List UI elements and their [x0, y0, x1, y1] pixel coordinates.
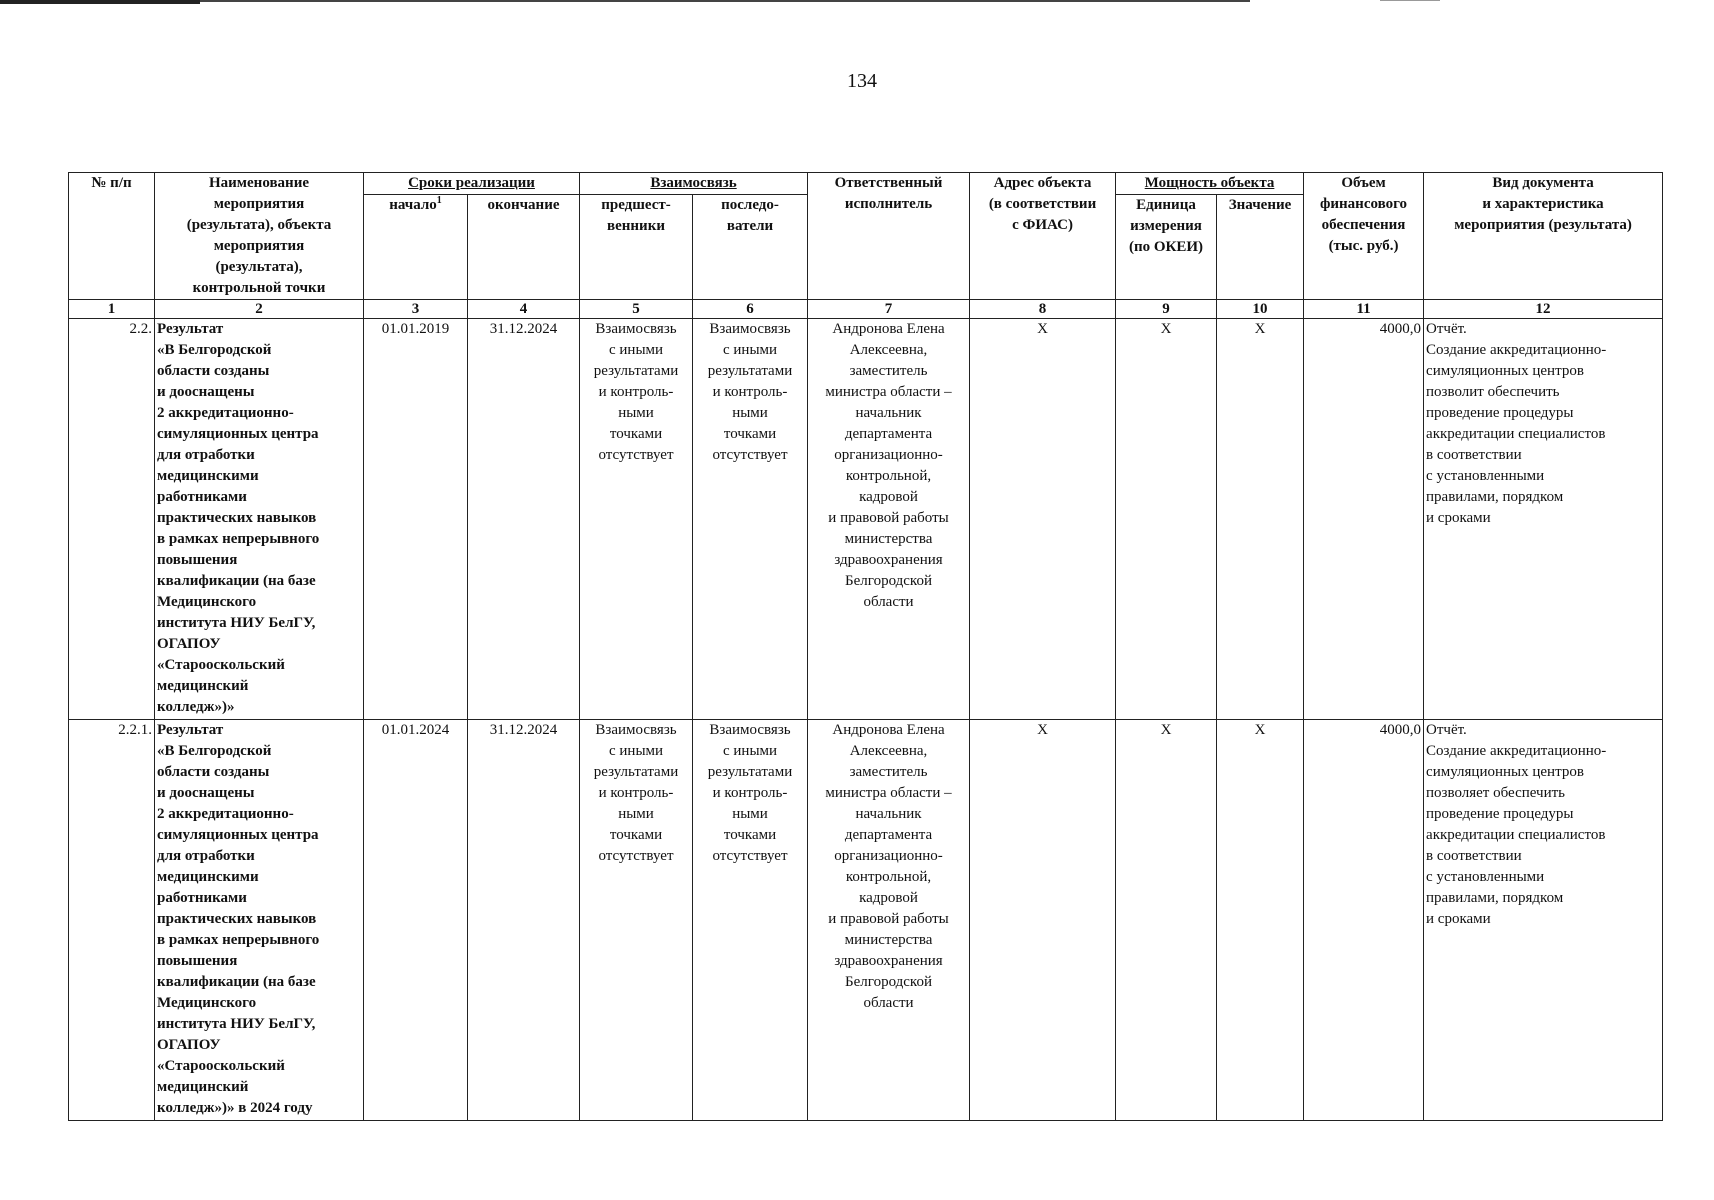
- row-start: 01.01.2024: [364, 720, 468, 1121]
- row-value: Х: [1217, 319, 1304, 720]
- header-doc-type: Вид документа и характеристика мероприятия (результата): [1424, 173, 1663, 300]
- row-successors: Взаимосвязь с иными результатами и контроль- ными точками отсутствует: [693, 319, 808, 720]
- table-row: [69, 319, 1663, 720]
- footnote-marker: 1: [436, 195, 442, 206]
- header-unit: Единица измерения (по ОКЕИ): [1116, 195, 1217, 300]
- col-number: 11: [1304, 300, 1424, 319]
- col-number: 6: [693, 300, 808, 319]
- row-responsible: Андронова Елена Алексеевна, заместитель министра области – начальник департамента организационно- контрольной, кадровой и правовой работы министерства здравоохранения Белгородской области: [808, 319, 970, 720]
- col-number: 8: [970, 300, 1116, 319]
- header-relation: Взаимосвязь: [580, 173, 808, 195]
- row-unit: Х: [1116, 720, 1217, 1121]
- header-terms: Сроки реализации: [364, 173, 580, 195]
- col-number: 7: [808, 300, 970, 319]
- row-value: Х: [1217, 720, 1304, 1121]
- header-address: Адрес объекта (в соответствии с ФИАС): [970, 173, 1116, 300]
- row-address: Х: [970, 720, 1116, 1121]
- header-end: окончание: [468, 195, 580, 300]
- col-number: 3: [364, 300, 468, 319]
- header-start: начало$^1$: [364, 195, 468, 300]
- row-predecessors: Взаимосвязь с иными результатами и контроль- ными точками отсутствует: [580, 720, 693, 1121]
- table-row: [69, 720, 1663, 1121]
- row-end: 31.12.2024: [468, 319, 580, 720]
- col-number: 12: [1424, 300, 1663, 319]
- row-responsible: Андронова Елена Алексеевна, заместитель министра области – начальник департамента организационно- контрольной, кадровой и правовой работы министерства здравоохранения Белгородской области: [808, 720, 970, 1121]
- col-number: 1: [69, 300, 155, 319]
- header-name: Наименование мероприятия (результата), объекта мероприятия (результата), контрольной точки: [155, 173, 364, 300]
- col-number: 10: [1217, 300, 1304, 319]
- row-address: Х: [970, 319, 1116, 720]
- col-number: 9: [1116, 300, 1217, 319]
- header-predecessors: предшест- венники: [580, 195, 693, 300]
- row-successors: Взаимосвязь с иными результатами и контроль- ными точками отсутствует: [693, 720, 808, 1121]
- row-predecessors: Взаимосвязь с иными результатами и контроль- ными точками отсутствует: [580, 319, 693, 720]
- col-number: 5: [580, 300, 693, 319]
- header-value: Значение: [1217, 195, 1304, 300]
- row-funding: 4000,0: [1304, 319, 1424, 720]
- header-capacity: Мощность объекта: [1116, 173, 1304, 195]
- plan-table: [68, 172, 1663, 1121]
- row-end: 31.12.2024: [468, 720, 580, 1121]
- row-unit: Х: [1116, 319, 1217, 720]
- header-funding: Объем финансового обеспечения (тыс. руб.): [1304, 173, 1424, 300]
- col-number: 2: [155, 300, 364, 319]
- row-start: 01.01.2019: [364, 319, 468, 720]
- row-name: Результат «В Белгородской области созданы и дооснащены 2 аккредитационно- симуляционных центра для отработки медицинскими работниками практических навыков в рамках непрерывного повышения квалификации (на базе Медицинского института НИУ БелГУ, ОГАПОУ «Старооскольский медицинский колледж»)»: [155, 319, 364, 720]
- col-number: 4: [468, 300, 580, 319]
- row-name: Результат «В Белгородской области созданы и дооснащены 2 аккредитационно- симуляционных центра для отработки медицинскими работниками практических навыков в рамках непрерывного повышения квалификации (на базе Медицинского института НИУ БелГУ, ОГАПОУ «Старооскольский медицинский колледж»)» в 2024 году: [155, 720, 364, 1121]
- row-num: 2.2.1.: [69, 720, 155, 1121]
- page-number: 134: [847, 70, 877, 92]
- row-funding: 4000,0: [1304, 720, 1424, 1121]
- header-num: № п/п: [69, 173, 155, 300]
- header-responsible: Ответственный исполнитель: [808, 173, 970, 300]
- row-doc-type: Отчёт. Создание аккредитационно- симуляционных центров позволяет обеспечить проведение процедуры аккредитации специалистов в соответствии с установленными правилами, порядком и сроками: [1424, 720, 1663, 1121]
- header-successors: последо- ватели: [693, 195, 808, 300]
- row-num: 2.2.: [69, 319, 155, 720]
- row-doc-type: Отчёт. Создание аккредитационно- симуляционных центров позволит обеспечить проведение процедуры аккредитации специалистов в соответствии с установленными правилами, порядком и сроками: [1424, 319, 1663, 720]
- scan-artifact: [0, 0, 1714, 5]
